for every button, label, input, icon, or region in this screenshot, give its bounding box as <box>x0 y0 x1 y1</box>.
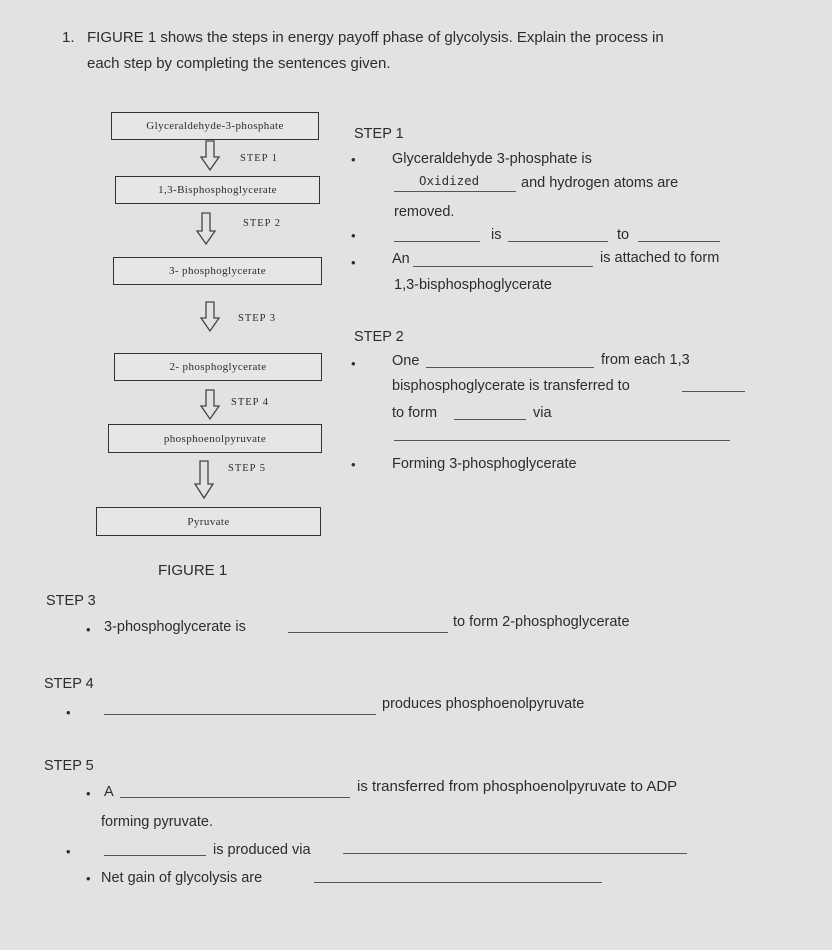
down-arrow-icon <box>193 460 215 500</box>
bullet-icon: • <box>66 844 71 859</box>
step5-blank-4[interactable] <box>314 882 602 883</box>
step2-bullet1-one: One <box>392 353 420 369</box>
step4-text: produces phosphoenolpyruvate <box>382 696 585 712</box>
box-pyruvate: Pyruvate <box>96 507 321 536</box>
step1-answer-oxidized: Oxidized <box>419 173 480 188</box>
step5-blank-3[interactable] <box>343 853 687 854</box>
bullet-icon: • <box>351 457 356 472</box>
step1-blank-4[interactable] <box>638 241 720 242</box>
step2-blank-3[interactable] <box>454 419 526 420</box>
step1-bullet1-line3: removed. <box>394 204 455 220</box>
step1-blank-3[interactable] <box>508 241 608 242</box>
question-line-2: each step by completing the sentences given. <box>87 55 391 72</box>
bullet-icon: • <box>351 152 356 167</box>
step5-bullet1-line2: forming pyruvate. <box>101 814 214 830</box>
step2-heading: STEP 2 <box>354 329 404 345</box>
step2-bullet1-line3b: via <box>533 405 552 421</box>
step5-bullet1-a: A <box>104 784 114 800</box>
box-2-phosphoglycerate: 2- phosphoglycerate <box>114 353 322 381</box>
figure-caption: FIGURE 1 <box>158 562 228 579</box>
flow-step-4-label: STEP 4 <box>231 397 269 408</box>
box-glyceraldehyde-3-phosphate: Glyceraldehyde-3-phosphate <box>111 112 319 140</box>
bullet-icon: • <box>351 255 356 270</box>
step1-bullet3-line2: 1,3-bisphosphoglycerate <box>394 277 552 293</box>
step2-bullet2: Forming 3-phosphoglycerate <box>392 456 577 472</box>
down-arrow-icon <box>199 389 221 421</box>
step2-bullet1-line2: bisphosphoglycerate is transferred to <box>392 378 630 394</box>
step2-bullet1-tail: from each 1,3 <box>601 352 690 368</box>
step2-blank-2[interactable] <box>682 391 745 392</box>
step2-blank-1[interactable] <box>426 367 594 368</box>
step1-blank-2[interactable] <box>394 241 480 242</box>
question-number: 1. <box>62 29 75 46</box>
bullet-icon: • <box>66 705 71 720</box>
box-phosphoenolpyruvate: phosphoenolpyruvate <box>108 424 322 453</box>
flow-step-3-label: STEP 3 <box>238 313 276 324</box>
step4-blank-1[interactable] <box>104 714 376 715</box>
step5-heading: STEP 5 <box>44 758 94 774</box>
step1-blank-5[interactable] <box>413 266 593 267</box>
step4-heading: STEP 4 <box>44 676 94 692</box>
step1-blank-1[interactable] <box>394 191 516 192</box>
flow-step-2-label: STEP 2 <box>243 218 281 229</box>
step1-bullet1-tail: and hydrogen atoms are <box>521 175 679 191</box>
bullet-icon: • <box>86 871 91 886</box>
step1-bullet2-to: to <box>617 227 630 243</box>
down-arrow-icon <box>195 212 217 246</box>
step5-blank-2[interactable] <box>104 855 206 856</box>
step3-blank-1[interactable] <box>288 632 448 633</box>
bullet-icon: • <box>86 786 91 801</box>
flow-step-1-label: STEP 1 <box>240 153 278 164</box>
step2-blank-4[interactable] <box>394 440 730 441</box>
box-1-3-bisphosphoglycerate: 1,3-Bisphosphoglycerate <box>115 176 320 204</box>
step5-bullet2-mid: is produced via <box>213 842 311 858</box>
step1-heading: STEP 1 <box>354 126 404 142</box>
step1-bullet3-tail: is attached to form <box>600 250 720 266</box>
bullet-icon: • <box>86 622 91 637</box>
step3-text-a: 3-phosphoglycerate is <box>104 619 246 635</box>
bullet-icon: • <box>351 228 356 243</box>
step5-blank-1[interactable] <box>120 797 350 798</box>
step1-bullet2-is: is <box>491 227 502 243</box>
step1-bullet3-an: An <box>392 251 410 267</box>
box-3-phosphoglycerate: 3- phosphoglycerate <box>113 257 322 285</box>
question-line-1: FIGURE 1 shows the steps in energy payoff phase of glycolysis. Explain the process in <box>87 29 664 46</box>
step5-bullet3: Net gain of glycolysis are <box>101 870 263 886</box>
step5-bullet1-tail: is transferred from phosphoenolpyruvate to ADP <box>357 778 678 795</box>
step3-text-b: to form 2-phosphoglycerate <box>453 614 630 630</box>
down-arrow-icon <box>199 140 221 172</box>
step3-heading: STEP 3 <box>46 593 96 609</box>
step1-bullet1-line1: Glyceraldehyde 3-phosphate is <box>392 151 592 167</box>
flow-step-5-label: STEP 5 <box>228 463 266 474</box>
step2-bullet1-line3a: to form <box>392 405 438 421</box>
down-arrow-icon <box>199 301 221 333</box>
bullet-icon: • <box>351 356 356 371</box>
